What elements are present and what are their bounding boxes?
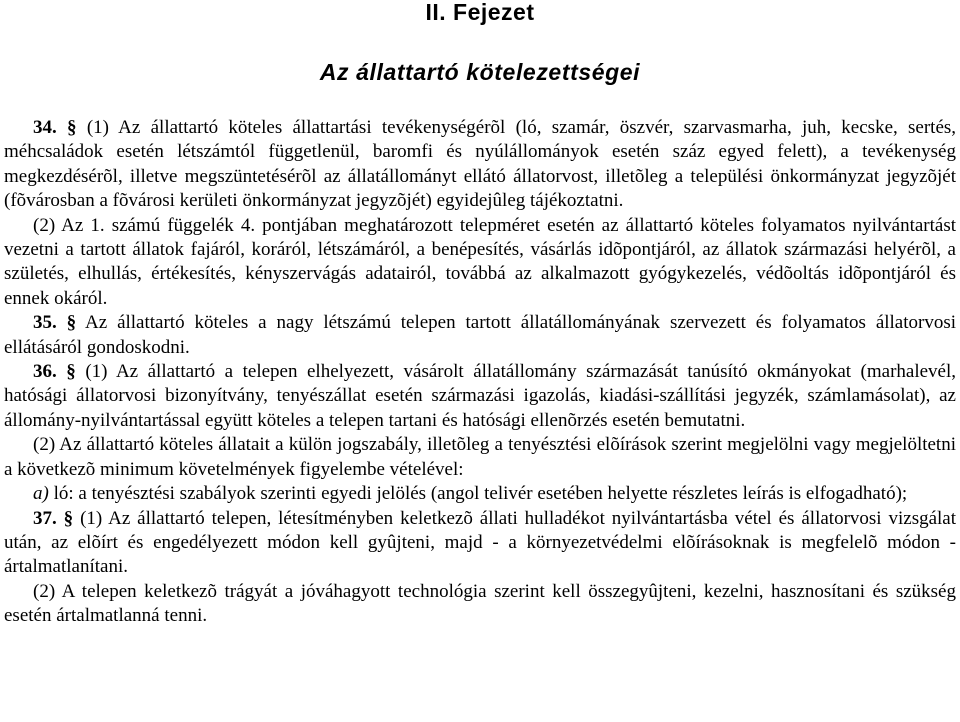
section-number: 35. bbox=[33, 312, 57, 334]
section-sign: § bbox=[67, 117, 77, 138]
section-36-paragraph-1 bbox=[4, 360, 956, 433]
section-37-paragraph-1 bbox=[4, 507, 956, 580]
paragraph-text: (2) A telepen keletkezõ trágyát a jóváhagyott technológia szerint kell összegyûjteni, kezelni, hasznosítani és szükség esetén ártalmatlanná tenni. bbox=[4, 580, 956, 627]
section-36-paragraph-2 bbox=[4, 433, 956, 482]
chapter-subtitle: Az állattartó kötelezettségei bbox=[319, 59, 641, 85]
paragraph-text: (1) Az állattartó köteles állattartási tevékenységérõl (ló, szamár, öszvér, szarvasmarha, juh, kecske, sertés, méhcsaládok esetén létszámtól függetlenül, baromfi és nyúlállományok esetén száz egyed felett), a tevékenység megkezdésérõl, illetve megszüntetésérõl az állatállományt ellátó állatorvost, illetõleg a települési önkormányzat jegyzõjét (fõvárosban a fõvárosi kerületi önkormányzat jegyzõjét) egyidejûleg tájékoztatni. bbox=[4, 117, 957, 212]
item-text: ló: a tenyésztési szabályok szerinti egyedi jelölés (angol telivér esetében helyette részletes leírás is elfogadható); bbox=[53, 483, 908, 505]
document-body bbox=[4, 116, 956, 629]
item-label: a) bbox=[33, 483, 49, 505]
section-34-paragraph-2 bbox=[4, 214, 956, 312]
chapter-title: II. Fejezet bbox=[425, 0, 535, 25]
section-number: 37. bbox=[33, 507, 57, 529]
section-sign: § bbox=[66, 361, 76, 383]
section-35-paragraph bbox=[4, 311, 956, 360]
section-number: 34. bbox=[33, 117, 57, 138]
paragraph-text: (2) Az állattartó köteles állatait a külön jogszabály, illetõleg a tenyésztési elõírások szerint megjelölni vagy megjelöltetni a következõ minimum követelmények figyelembe vételével: bbox=[4, 434, 956, 480]
section-sign: § bbox=[63, 507, 74, 529]
section-sign: § bbox=[66, 312, 77, 334]
section-37-paragraph-2 bbox=[4, 580, 956, 629]
section-36-item-a bbox=[4, 482, 956, 506]
paragraph-text: (1) Az állattartó telepen, létesítményben keletkezõ állati hulladékot nyilvántartásba vétel és állatorvosi vizsgálat után, az elõírt és engedélyezett módon kell gyûjteni, majd - a környezetvédelmi elõírásoknak is megfelelõ módon - ártalmatlanítani. bbox=[4, 507, 957, 578]
section-34-paragraph-1 bbox=[4, 116, 956, 214]
paragraph-text: Az állattartó köteles a nagy létszámú telepen tartott állatállományának szervezett és folyamatos állatorvosi ellátásáról gondoskodni. bbox=[4, 312, 957, 358]
paragraph-text: (1) Az állattartó a telepen elhelyezett, vásárolt állatállomány származását tanúsító okmányokat (marhalevél, hatósági állatorvosi bizonyítvány, tenyészállat esetén származási igazolás, kiadási-szállítási jegyzék, számlamásolat), az állomány-nyilvántartással együtt köteles a telepen tartani és hatósági ellenõrzés esetén bemutatni. bbox=[4, 361, 957, 431]
section-number: 36. bbox=[33, 361, 57, 383]
paragraph-text: (2) Az 1. számú függelék 4. pontjában meghatározott telepméret esetén az állattartó köteles folyamatos nyilvántartást vezetni a tartott állatok fajáról, koráról, létszámáról, a benépesítés, vásárlás idõpontjáról, az állatok származási helyérõl, a születés, elhullás, értékesítés, kényszervágás adatairól, továbbá az alkalmazott gyógykezelés, védõoltás idõpontjáról és ennek okáról. bbox=[4, 214, 956, 309]
